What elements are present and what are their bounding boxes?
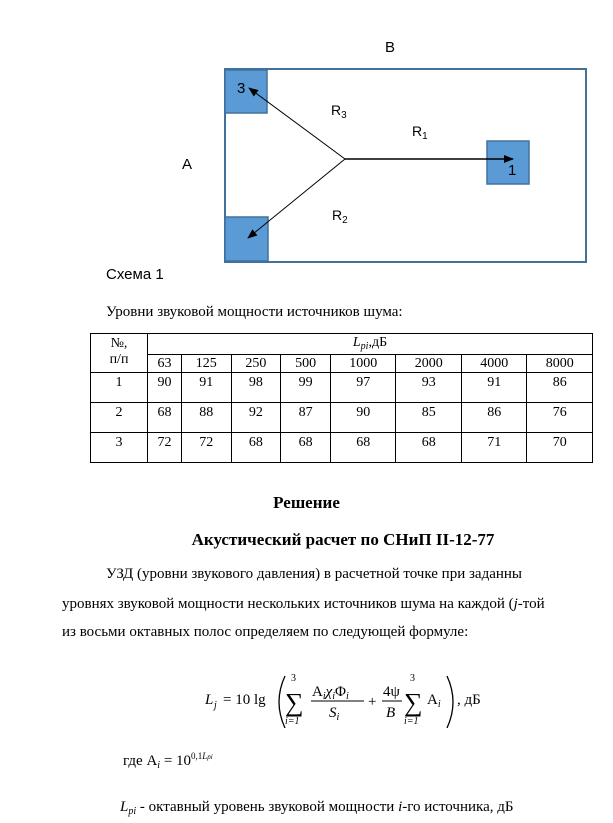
table-cell: 98: [231, 373, 281, 403]
table-cell: 91: [181, 373, 231, 403]
row-number: 2: [91, 403, 148, 433]
source-1-label: 1: [508, 162, 517, 179]
sound-power-table: [90, 333, 593, 463]
radius-r2-label: $R_2$: [332, 207, 348, 226]
freq-cell: 4000: [461, 355, 527, 373]
solution-heading: Решение: [273, 493, 340, 512]
formula-sum2-lower: i=1: [404, 716, 419, 727]
formula-frac1-den: $S_i$: [329, 705, 340, 723]
formula-sum2-upper: 3: [410, 673, 415, 684]
table-caption: Уровни звуковой мощности источников шума:: [106, 304, 403, 320]
table-cell: 86: [527, 373, 593, 403]
source-3-box: [225, 70, 267, 113]
freq-cell: 2000: [396, 355, 462, 373]
spl-formula: [205, 668, 505, 728]
scheme-diagram: [0, 0, 613, 290]
table-cell: 88: [181, 403, 231, 433]
formula-unit: , дБ: [457, 692, 481, 708]
table-cell: 70: [527, 433, 593, 463]
paragraph-line-1: УЗД (уровни звукового давления) в расчетной точке при заданны: [106, 566, 522, 582]
formula-sum2-term: $A_i$: [427, 692, 441, 710]
freq-cell: 500: [281, 355, 331, 373]
paragraph-line-2: уровнях звуковой мощности нескольких источников шума на каждой (j-той: [62, 596, 545, 612]
formula-frac2-den: B: [386, 705, 396, 721]
table-cell: 71: [461, 433, 527, 463]
table-cell: 72: [148, 433, 182, 463]
formula-right-paren: [447, 676, 453, 728]
table-row: [91, 403, 593, 433]
table-cell: 72: [181, 433, 231, 463]
freq-cell: 125: [181, 355, 231, 373]
formula-frac1-num: $A_i\chi_i\Phi_i$: [312, 684, 349, 702]
table-cell: 92: [231, 403, 281, 433]
formula-sum1-lower: i=1: [285, 716, 300, 727]
row-number: 1: [91, 373, 148, 403]
label-a: А: [182, 156, 193, 173]
freq-cell: 1000: [330, 355, 396, 373]
table-cell: 68: [281, 433, 331, 463]
formula-sum1-upper: 3: [291, 673, 296, 684]
table-row: [91, 433, 593, 463]
table-cell: 68: [148, 403, 182, 433]
row-number: 3: [91, 433, 148, 463]
schema-caption: Схема 1: [106, 266, 164, 283]
freq-cell: 250: [231, 355, 281, 373]
formula-sum1-sign: ∑: [285, 688, 304, 717]
table-cell: 97: [330, 373, 396, 403]
table-cell: 90: [330, 403, 396, 433]
table-cell: 93: [396, 373, 462, 403]
col-number-header: №, п/п: [91, 334, 148, 373]
formula-coef: = 10 lg: [223, 692, 266, 708]
table-cell: 86: [461, 403, 527, 433]
formula-lhs-sub: j: [214, 700, 217, 711]
frequency-row: [91, 355, 593, 373]
formula-lhs: L: [205, 692, 214, 708]
table-cell: 76: [527, 403, 593, 433]
source-2-box: [225, 217, 268, 261]
table-cell: 68: [330, 433, 396, 463]
label-b: В: [385, 39, 396, 56]
radius-r1-label: $R_1$: [412, 123, 428, 142]
table-cell: 87: [281, 403, 331, 433]
radius-r3-label: $R_3$: [331, 102, 347, 121]
room-outline: [225, 69, 586, 262]
table-cell: 68: [396, 433, 462, 463]
formula-sum2-sign: ∑: [404, 688, 423, 717]
formula-frac2-num: 4ψ: [383, 684, 400, 700]
acoustic-calc-heading: Акустический расчет по СНиП II-12-77: [191, 530, 495, 549]
source-3-label: 3: [237, 80, 246, 97]
table-row: [91, 373, 593, 403]
col-lp-header: $L_{pi},дБ$: [148, 334, 593, 355]
table-cell: 91: [461, 373, 527, 403]
table-cell: 68: [231, 433, 281, 463]
formula-plus: +: [368, 694, 377, 710]
lpi-definition: $L_{pi}$ - октавный уровень звуковой мощности i-го источника, дБ: [120, 799, 514, 817]
table-cell: 99: [281, 373, 331, 403]
table-cell: 90: [148, 373, 182, 403]
paragraph-line-3: из восьми октавных полос определяем по следующей формуле:: [62, 624, 469, 640]
where-definition: где $A_i = 10^{0,1Lpi}$: [123, 751, 213, 771]
freq-cell: 63: [148, 355, 182, 373]
freq-cell: 8000: [527, 355, 593, 373]
table-cell: 85: [396, 403, 462, 433]
